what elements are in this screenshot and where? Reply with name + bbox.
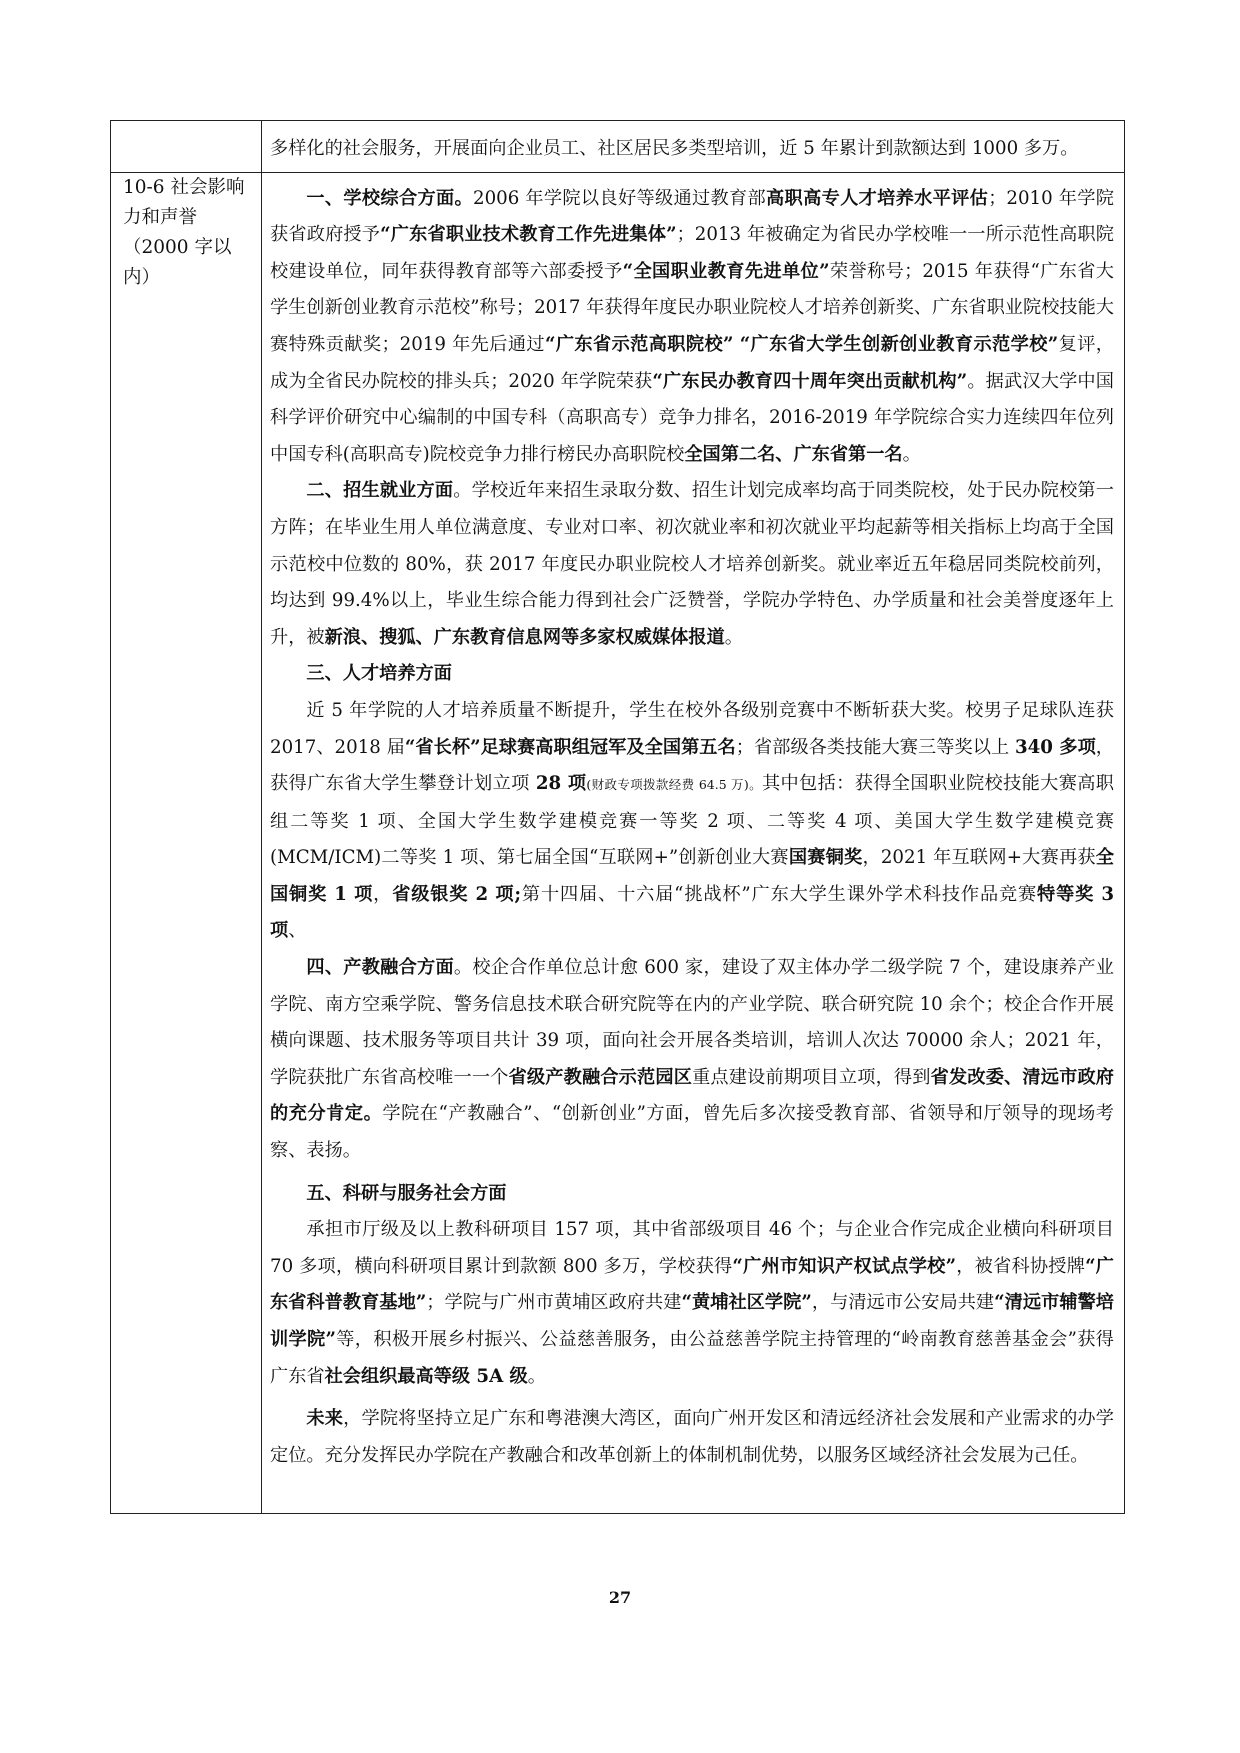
text-run-bold: “广东省职业技术教育工作先进集体” <box>380 224 677 246</box>
section-heading: 四、产教融合方面 <box>306 957 454 979</box>
text-run: 。 <box>724 626 743 648</box>
text-run-bold: “广州市知识产权试点学校” <box>732 1255 957 1277</box>
text-run: ，被省科协授牌 <box>956 1255 1086 1277</box>
section-research-service <box>270 1212 1114 1395</box>
section-school-overall <box>270 181 1114 474</box>
text-run-bold: “黄埔社区学院” <box>681 1292 812 1314</box>
table-row <box>111 172 1125 1513</box>
text-run: 。据武汉大学中国科学评价研究中心编制的中国专科（高职高专）竞争力排名，2016-2019 年学院综合实力连续四年位列中国专科(高职高专)院校竞争力排行榜民办高职院校 <box>270 370 1114 465</box>
text-run: ，与清远市公安局共建 <box>811 1292 995 1314</box>
section-heading: 五、科研与服务社会方面 <box>306 1182 507 1204</box>
text-run: ；学院与广州市黄埔区政府共建 <box>426 1292 682 1314</box>
text-run-bold: 省发改委、清远市政府的充分肯定。 <box>270 1066 1114 1125</box>
text-run-bold: 省级产教融合示范园区 <box>508 1066 693 1088</box>
section-industry-education <box>270 950 1114 1170</box>
section-future <box>270 1401 1114 1474</box>
cell-content <box>262 121 1124 172</box>
row-label-cell <box>111 172 262 1513</box>
text-run-bold: 省级银奖 2 项; <box>392 883 522 905</box>
text-run: ；省部级各类技能大赛三等奖以上 <box>735 736 1015 758</box>
text-run-small: (财政专项拨款经费 64.5 万)。 <box>586 777 762 793</box>
page-number: 27 <box>608 1588 632 1607</box>
text-run-bold: 340 多项 <box>1015 736 1096 758</box>
text-run: ；2010 年学院获省政府授予 <box>270 187 1114 246</box>
section-heading: 一、学校综合方面。 <box>306 187 473 209</box>
section-heading: 二、招生就业方面 <box>306 480 454 502</box>
text-run: 。校企合作单位总计愈 600 家，建设了双主体办学二级学院 7 个，建设康养产业学院、南方空乘学院、警务信息技术联合研究院等在内的产业学院、联合研究院 10 余个；校企合作开展横向课题、技术服务等项目共计 39 项，面向社会开展各类培训，培训人次达 70000 余人；2021 年，学院获批广东省高校唯一一个 <box>270 957 1114 1088</box>
text-run-bold: “广东省科普教育基地” <box>270 1255 1114 1314</box>
text-run: 。学校近年来招生录取分数、招生计划完成率均高于同类院校，处于民办院校第一方阵；在毕业生用人单位满意度、专业对口率、初次就业率和初次就业平均起薪等相关指标上均高于全国示范校中位数的 80%，获 2017 年度民办职业院校人才培养创新奖。就业率近五年稳居同类院校前列，均达到 99.4%以上，毕业生综合能力得到社会广泛赞誉，学院办学特色、办学质量和社会美誉度逐年上升，被 <box>270 480 1114 648</box>
text-run-bold: 28 项 <box>535 773 587 795</box>
document-table <box>110 120 1125 1514</box>
text-run: 承担市厅级及以上教科研项目 157 项，其中省部级项目 46 个；与企业合作完成企业横向科研项目 70 多项，横向科研项目累计到款额 800 多万，学校获得 <box>270 1219 1114 1277</box>
section-talent-training <box>270 693 1114 950</box>
section-heading: 未来 <box>306 1408 344 1430</box>
text-run: 2006 年学院以良好等级通过教育部 <box>473 187 767 209</box>
cell-content <box>262 173 1124 1513</box>
row-label: 10-6 社会影响力和声誉（2000 字以内） <box>123 176 245 288</box>
text-run: ；2013 年被确定为省民办学校唯一一所示范性高职院校建设单位，同年获得教育部等六部委授予 <box>270 224 1114 282</box>
table-row <box>111 121 1125 173</box>
text-run: 其中包括：获得全国职业院校技能大赛高职组二等奖 1 项、全国大学生数学建模竞赛一等奖 2 项、二等奖 4 项、美国大学生数学建模竞赛(MCM/ICM)二等奖 1 项、第七届全国“互联网+”创新创业大赛 <box>270 773 1114 869</box>
text-run-bold: 全国第二名、广东省第一名 <box>684 443 903 465</box>
text-run: ，2021 年互联网+大赛再获 <box>862 847 1096 869</box>
text-run: 荣誉称号；2015 年获得“广东省大学生创新创业教育示范校”称号；2017 年获得年度民办职业院校人才培养创新奖、广东省职业院校技能大赛特殊贡献奖；2019 年先后通过 <box>270 260 1114 355</box>
text-run-bold: “广东民办教育四十周年突出贡献机构” <box>652 370 968 392</box>
text-run: ，学院将坚持立足广东和粤港澳大湾区，面向广州开发区和清远经济社会发展和产业需求的办学定位。充分发挥民办学院在产教融合和改革创新上的体制机制优势，以服务区域经济社会发展为己任。 <box>270 1408 1114 1466</box>
text-run-bold: “全国职业教育先进单位” <box>622 260 830 282</box>
text-run-bold: 新浪、搜狐、广东教育信息网等多家权威媒体报道 <box>324 626 725 648</box>
text-run: 学院在“产教融合”、“创新创业”方面，曾先后多次接受教育部、省领导和厅领导的现场考察、表扬。 <box>270 1103 1114 1162</box>
text-run-bold: 全国铜奖 1 项 <box>270 847 1114 905</box>
text-run-bold: 特等奖 3 项 <box>270 883 1114 942</box>
text-run-bold: 国赛铜奖 <box>788 847 863 869</box>
text-run: 重点建设前期项目立项，得到 <box>692 1066 931 1088</box>
row-content-cell <box>262 121 1125 173</box>
text-run: 。 <box>527 1365 546 1387</box>
text-run-bold: 社会组织最高等级 5A 级 <box>324 1365 528 1387</box>
paragraph: 多样化的社会服务，开展面向企业员工、社区居民多类型培训，近 5 年累计到款额达到 1000 多万。 <box>270 138 1079 159</box>
text-run: ， <box>373 883 393 905</box>
text-run: 。 <box>902 443 921 465</box>
text-run-bold: “广东省示范高职院校” <box>545 333 734 355</box>
row-label-cell <box>111 121 262 173</box>
row-content-cell <box>262 172 1125 1513</box>
text-run-bold: “省长杯”足球赛高职组冠军及全国第五名 <box>404 736 736 758</box>
text-run-bold: 高职高专人才培养水平评估 <box>766 187 989 209</box>
text-run: 第十四届、十六届“挑战杯”广东大学生课外学术科技作品竞赛 <box>521 883 1038 905</box>
text-run-bold: “广东省大学生创新创业教育示范学校” <box>739 333 1059 355</box>
text-run: 近 5 年学院的人才培养质量不断提升，学生在校外各级别竞赛中不断斩获大奖。校男子足球队连获 2017、2018 届 <box>270 699 1114 758</box>
text-run-bold: “清远市辅警培训学院” <box>270 1292 1114 1350</box>
text-run: ，获得广东省大学生攀登计划立项 <box>270 736 1114 795</box>
text-run: 复评，成为全省民办院校的排头兵；2020 年学院荣获 <box>270 333 1114 392</box>
section-heading: 三、人才培养方面 <box>306 663 452 685</box>
text-run: 等，积极开展乡村振兴、公益慈善服务，由公益慈善学院主持管理的“岭南教育慈善基金会”获得广东省 <box>270 1329 1114 1387</box>
section-enrollment-employment <box>270 473 1114 656</box>
text-run: 、 <box>288 920 307 942</box>
